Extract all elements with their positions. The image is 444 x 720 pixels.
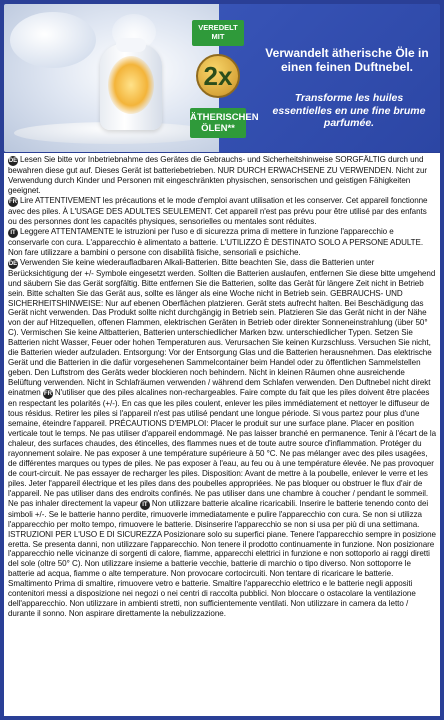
instructions-text xyxy=(4,153,440,619)
lang-badge-fr-2: FR xyxy=(43,391,52,398)
hero-banner xyxy=(4,4,440,152)
badge-top-line1: VEREDELT xyxy=(198,23,238,32)
paragraph-de-2 xyxy=(8,258,436,619)
text-de-1: Lesen Sie bitte vor Inbetriebnahme des Gerätes die Gebrauchs- und Sicherheitshinweise SORGFÄLTIG durch und bewahren diese gut auf. Dieses Gerät ist batteriebetrieben. NUR DURCH ERWACHSENE ZU VERWENDEN. Nicht zur Verwendung durch Kinder und Personen mit eingeschränkten physischen, sensorischen und geistigen Fähigkeiten geeignet. xyxy=(8,155,428,195)
badge-bottom-label xyxy=(190,108,259,138)
headline-german: Verwandelt ätherische Öle in einen feinen Duftnebel. xyxy=(265,46,429,74)
text-it-2: Non utilizzare batterie alcaline ricaricabili. Inserire le batterie tenendo conto dei simboli +/-. Se le batterie hanno perdite, rimuoverle immediatamente e pulire l'apparecchio con cura. Se non si utilizza l'apparecchio per molto tempo, rimuovere le batterie. Disinserire l'apparecchio se non si usa per più di una settimana. ISTRUZIONI PER L'USO E DI SICUREZZA Posizionare solo su superfici piane. Tenere l'apparecchio sempre in posizione eretta. Se presenta danni, non utilizzare l'apparecchio. Non tenere il prodotto continuamente in funzione. Non posizionare l'apparecchio nelle vicinanze di sorgenti di calore, fiamme, apparecchi elettrici in funzione e non sottoporlo ai raggi diretti del sole (oltre 50° C). Non utilizzare insieme a batterie vecchie, batterie di marchio o tipo diverso. Non sottoporre le batterie ad acqua, fiamme o alte temperature. Non provocare cortocircuiti. Non tentare di ricaricare le batterie. Smaltimento Prima di smaltire, rimuovere vetro e batterie. Smaltire l'apparecchio elettrico e le batterie negli appositi contenitori messi a disposizione nei negozi o nei centri di raccolta pubblici. Non bloccare o ostacolare la ventilazione dell'apparecchio. Non utilizzare in ambienti stretti, non sufficientemente ventilati. Non utilizzare in camera da letto / durante il sonno. Non aspirare direttamente la nebulizzazione. xyxy=(8,498,436,619)
instructions-panel xyxy=(4,153,440,716)
badge-bottom-line1: ÄTHERISCHEN xyxy=(190,112,259,123)
diffuser-cap-image xyxy=(116,38,146,52)
lang-badge-de: DE xyxy=(8,158,18,164)
headline-french: Transforme les huiles essentielles en une fine brume parfumée. xyxy=(272,92,426,129)
text-fr-2: N'utiliser que des piles alcalines non-rechargeables. Faire compte du fait que les piles doivent être placées en respectant les polarités (+/-). En cas que les piles coulent, enlever les piles immédiatement et nettoyer le diffuseur de tous résidus. Retirer les piles si l'appareil n'est pas utilisé pendant une longue période. Si vous partez pour plus d'une semaine, éteindre l'appareil. PRÉCAUTIONS D'EMPLOI: Placer le produit sur une surface plane. Placer en position verticale tout le temps. Ne pas utiliser d'appareil endommagé. Ne pas laisser branché en permanence. Tenir à l'écart de la chaleur, des surfaces chaudes, des étincelles, des flammes nues et de toute autre source d'inflammation. Protéger du rayonnement solaire. Ne pas exposer à une température supérieure à 50 °C. Ne pas mélanger avec des piles usagées, de différentes marques ou types de piles. Ne pas exposer à l'eau, au feu ou à une température élevée. Ne pas provoquer de court-circuit. Ne pas essayer de recharger les piles. Disposition: Avant de mettre à la poubelle, enlever le verre et les piles. Jeter l'appareil électrique et les piles dans des poubelles appropriées. Ne pas bloquer ou obstruer le flux d'air de l'appareil. Ne pas utiliser dans des endroits confinés. Ne pas utiliser dans une chambre à coucher / pendant le sommeil. Ne pas inhaler directement la vapeur xyxy=(8,388,437,508)
lang-badge-it: IT xyxy=(8,228,18,238)
paragraph-de-1 xyxy=(8,155,436,196)
text-fr-1: Lire ATTENTIVEMENT les précautions et le mode d'emploi avant utilisation et les conserver. Cet appareil fonctionne avec des piles. À L'USAGE DES ADULTES SEULEMENT. Cet appareil n'est pas prévu pour être utilisé par des enfants ou des personnes dont les capacités physiques, sensorielles ou mentales sont réduites. xyxy=(8,195,428,226)
text-de-2: Verwenden Sie keine wiederaufladbaren Alkali-Batterien. Bitte beachten Sie, dass die Batterien unter Berücksichtigung der +/- Symbole eingesetzt werden. Sollten die Batterien auslaufen, entfernen Sie diese bitte umgehend und säubern Sie das Gerät sorgfältig. Bitte entfernen Sie die Batterien, sollte das Gerät für längere Zeit nicht in Betrieb sein. Bitte schalten Sie das Gerät aus, sollte es länger als eine Woche nicht in Betrieb sein. GEBRAUCHS- UND SICHERHEITSHINWEISE: Nur auf ebenen Oberflächen platzieren. Gerät stets aufrecht halten. Bei Beschädigung das Gerät nicht verwenden. Das Produkt sollte nicht durchgängig in Betrieb sein. Platzieren Sie das Gerät nicht in der Nähe von der auf Hitzequellen, offenen Flammen, elektrischen Geräten in Betrieb oder direkter Sonneneinstrahlung (über 50° C). Vermischen Sie keine Altbatterien, Batterien unterschiedlicher Marken bzw. unterschiedlicher Typen. Setzen Sie Batterien nicht Wasser, Feuer oder hohen Temperaturen aus. Verursachen Sie keinen Kurzschluss. Versuchen Sie nicht, die Batterien wieder aufzuladen. Entsorgung: Vor der Entsorgung Glas und die Batterien herausnehmen. Das elektrische Gerät und die Batterien in die dafür vorgesehenen Sammelcontainer beim Handel oder zu öffentlichen Sammelstellen geben. Den Luftstrom des Geräts weder blockieren noch behindern. Nicht in kleinen Räumen ohne ausreichende Belüftung verwenden. Nicht in Schlafräumen verwenden / während dem Schlafen verwenden. Den Duftnebel nicht direkt einatmen xyxy=(8,257,436,398)
paragraph-it-1 xyxy=(8,227,436,258)
text-it-1: Leggere ATTENTAMENTE le istruzioni per l'uso e di sicurezza prima di mettere in funzione l'apparecchio e conservarle con cura. L'apparecchio è alimentato a batterie. L'UTILIZZO È DESTINATO SOLO A PERSONE ADULTE. Non fare utilizzare a bambini o persone con disabilità fisiche, sensoriali e psichiche. xyxy=(8,226,424,257)
lang-badge-it-2: IT xyxy=(140,500,150,510)
badge-bottom-line2: ÖLEN** xyxy=(201,123,235,134)
diffuser-glow-image xyxy=(108,56,154,114)
badge-top-label xyxy=(192,20,244,46)
badge-multiplier: 2x xyxy=(196,54,240,98)
lang-badge-fr: FR xyxy=(9,198,17,205)
lang-badge-de-2: DE xyxy=(8,260,18,267)
badge-top-line2: MIT xyxy=(211,32,225,41)
product-photo xyxy=(4,4,219,152)
pillow-image xyxy=(10,12,96,68)
paragraph-fr-1 xyxy=(8,196,436,227)
